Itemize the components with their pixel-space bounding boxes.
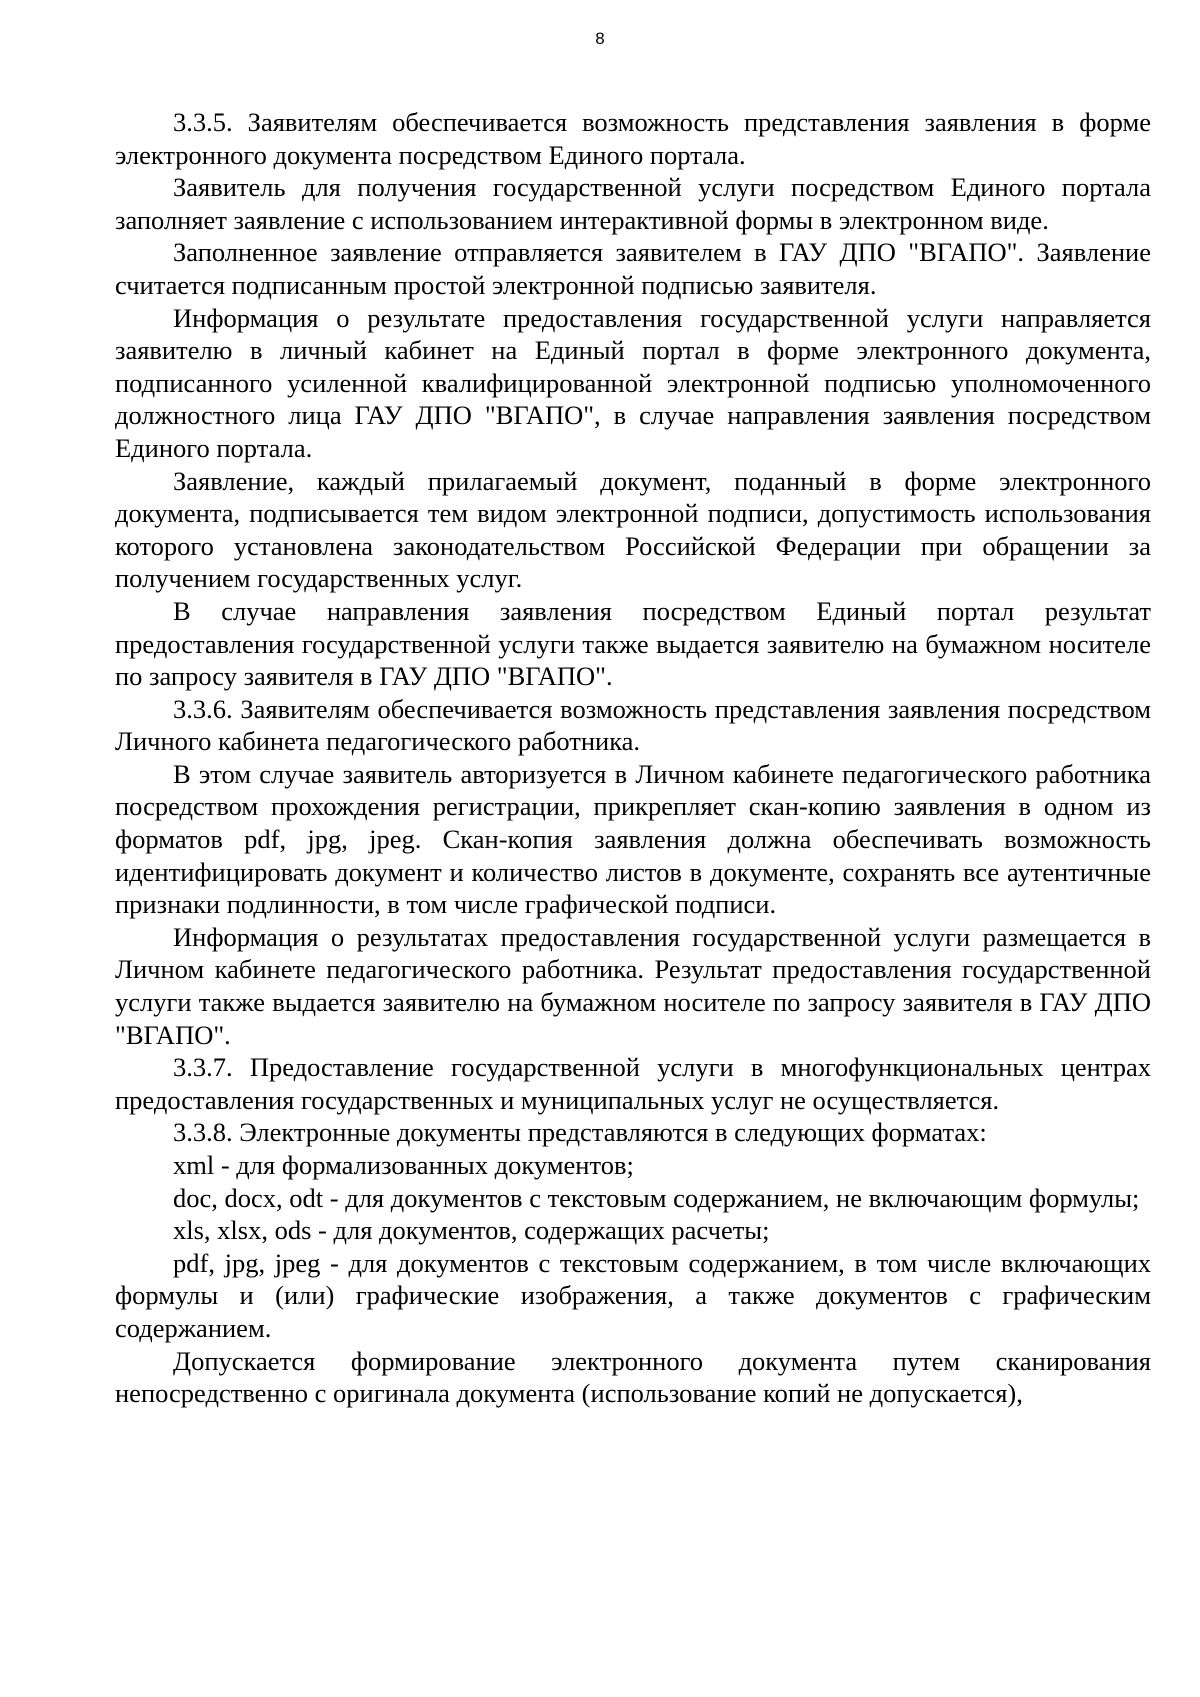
- page-number: 8: [595, 29, 605, 48]
- paragraph-scanning: Допускается формирование электронного документа путем сканирования непосредственно с оригинала документа (использование копий не допускается),: [115, 1345, 1151, 1409]
- document-body: [115, 106, 1151, 1410]
- paragraph-3-3-5: 3.3.5. Заявителям обеспечивается возможность представления заявления в форме электронного документа посредством Единого портала.: [115, 107, 1151, 170]
- paragraph-paper-result: В случае направления заявления посредством Единый портал результат предоставления государственной услуги также выдается заявителю на бумажном носителе по запросу заявителя в ГАУ ДПО "ВГАПО".: [115, 595, 1151, 692]
- paragraph-signature-rules: Заявление, каждый прилагаемый документ, поданный в форме электронного документа, подписывается тем видом электронной подписи, допустимость использования которого установлена законодательством Российской Федерации при обращении за получением государственных услуг.: [115, 465, 1151, 594]
- format-item-pdf: pdf, jpg, jpeg - для документов с текстовым содержанием, в том числе включающих формулы и (или) графические изображения, а также документов с графическим содержанием.: [115, 1247, 1151, 1343]
- format-item-doc: doc, docx, odt - для документов с текстовым содержанием, не включающим формулы;: [173, 1182, 1140, 1213]
- paragraph-3-3-6: 3.3.6. Заявителям обеспечивается возможность представления заявления посредством Личного кабинета педагогического работника.: [115, 693, 1151, 757]
- paragraph-3-3-7: 3.3.7. Предоставление государственной услуги в многофункциональных центрах предоставления государственных и муниципальных услуг не осуществляется.: [115, 1052, 1151, 1115]
- paragraph-result-information: Информация о результате предоставления государственной услуги направляется заявителю в личный кабинет на Единый портал в форме электронного документа, подписанного усиленной квалифицированной электронной подписью уполномоченного должностного лица ГАУ ДПО "ВГАПО", в случае направления заявления посредством Единого портала.: [115, 302, 1151, 463]
- paragraph-personal-cabinet: В этом случае заявитель авторизуется в Личном кабинете педагогического работника посредством прохождения регистрации, прикрепляет скан-копию заявления в одном из форматов pdf, jpg, jpeg. Скан-копия заявления должна обеспечивать возможность идентифицировать документ и количество листов в документе, сохранять все аутентичные признаки подлинности, в том числе графической подписи.: [115, 758, 1151, 920]
- format-item-xls: xls, xlsx, ods - для документов, содержащих расчеты;: [173, 1215, 770, 1246]
- paragraph-results-placement: Информация о результатах предоставления государственной услуги размещается в Личном кабинете педагогического работника. Результат предоставления государственной услуги также выдается заявителю на бумажном носителе по запросу заявителя в ГАУ ДПО "ВГАПО".: [115, 921, 1151, 1050]
- paragraph-applicant-form: Заявитель для получения государственной услуги посредством Единого портала заполняет заявление с использованием интерактивной формы в электронном виде.: [115, 172, 1151, 235]
- paragraph-filled-application: Заполненное заявление отправляется заявителем в ГАУ ДПО "ВГАПО". Заявление считается подписанным простой электронной подписью заявителя.: [115, 237, 1151, 300]
- paragraph-3-3-8: 3.3.8. Электронные документы представляются в следующих форматах:: [173, 1117, 987, 1148]
- format-item-xml: xml - для формализованных документов;: [173, 1150, 634, 1180]
